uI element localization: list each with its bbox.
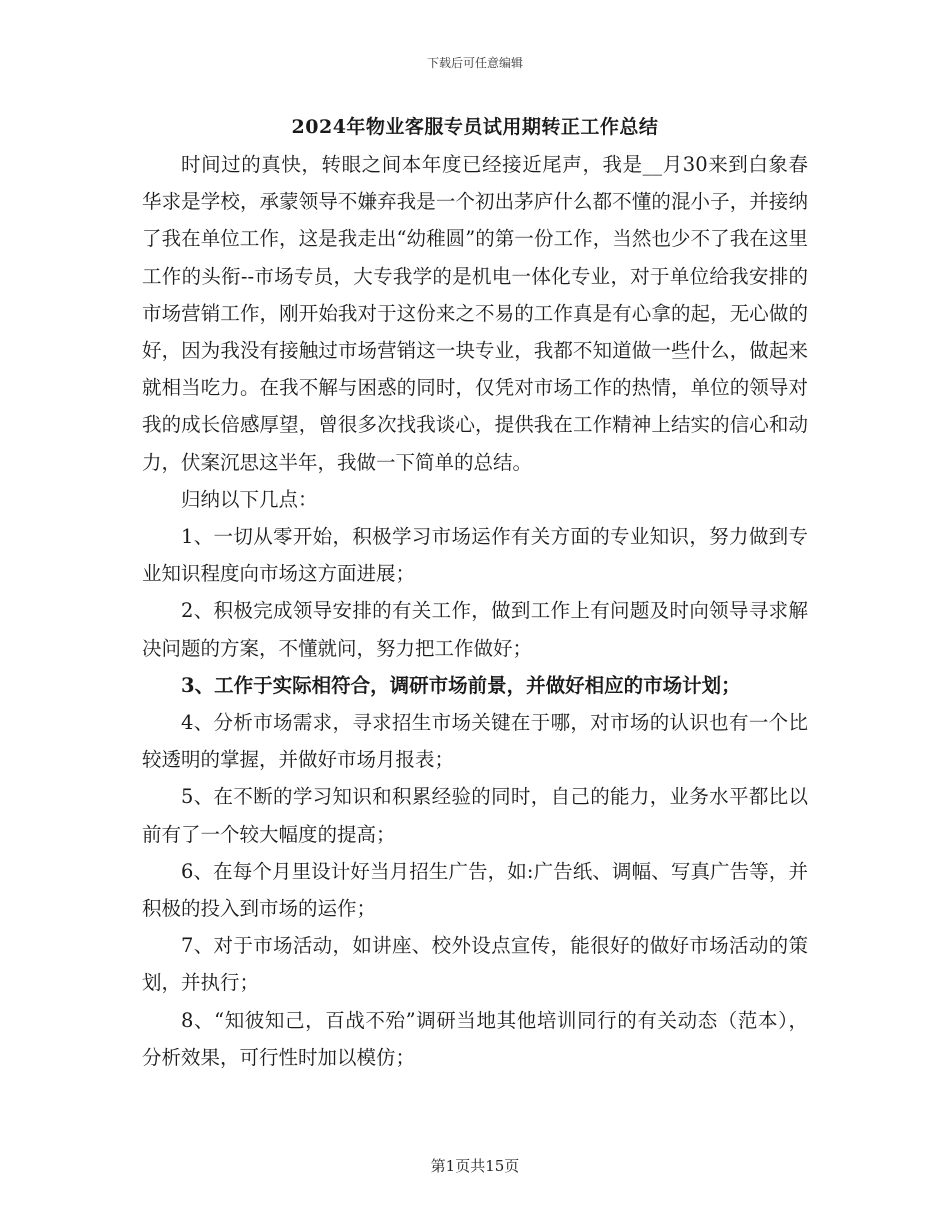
list-item: 2、积极完成领导安排的有关工作，做到工作上有问题及时向领导寻求解决问题的方案，不懂就问，努力把工作做好； bbox=[142, 599, 808, 660]
list-item: 6、在每个月里设计好当月招生广告，如:广告纸、调幅、写真广告等，并积极的投入到市场的运作； bbox=[142, 859, 808, 921]
list-item: 3、工作于实际相符合，调研市场前景，并做好相应的市场计划； bbox=[181, 673, 741, 697]
list-item: 8、“知彼知己，百战不殆”调研当地其他培训同行的有关动态（范本），分析效果，可行性时加以模仿； bbox=[142, 1008, 808, 1069]
list-item: 7、对于市场活动，如讲座、校外设点宣传，能很好的做好市场活动的策划，并执行； bbox=[142, 934, 808, 995]
list-item: 5、在不断的学习知识和积累经验的同时，自己的能力，业务水平都比以前有了一个较大幅度的提高； bbox=[142, 785, 808, 846]
header-note: 下载后可任意编辑 bbox=[426, 56, 523, 70]
document-body bbox=[142, 146, 808, 1076]
list-item: 1、一切从零开始，积极学习市场运作有关方面的专业知识，努力做到专业知识程度向市场这方面进展； bbox=[142, 525, 808, 586]
paragraph-summary-lead: 归纳以下几点： bbox=[181, 487, 318, 511]
list-item: 4、分析市场需求，寻求招生市场关键在于哪，对市场的认识也有一个比较透明的掌握，并做好市场月报表； bbox=[142, 711, 808, 772]
paragraph-intro: 时间过的真快，转眼之间本年度已经接近尾声，我是__月30来到白象春华求是学校，承蒙领导不嫌弃我是一个初出茅庐什么都不懂的混小子，并接纳了我在单位工作，这是我走出“幼稚圆”的第一份工作，当然也少不了我在这里工作的头衔--市场专员，大专我学的是机电一体化专业，对于单位给我安排的市场营销工作，刚开始我对于这份来之不易的工作真是有心拿的起，无心做的好，因为我没有接触过市场营销这一块专业，我都不知道做一些什么，做起来就相当吃力。在我不解与困惑的同时，仅凭对市场工作的热情，单位的领导对我的成长倍感厚望，曾很多次找我谈心，提供我在工作精神上结实的信心和动力，伏案沉思这半年，我做一下简单的总结。 bbox=[142, 153, 808, 474]
document-title: 2024年物业客服专员试用期转正工作总结 bbox=[291, 116, 659, 138]
page-number: 第1页共15页 bbox=[430, 1157, 520, 1175]
